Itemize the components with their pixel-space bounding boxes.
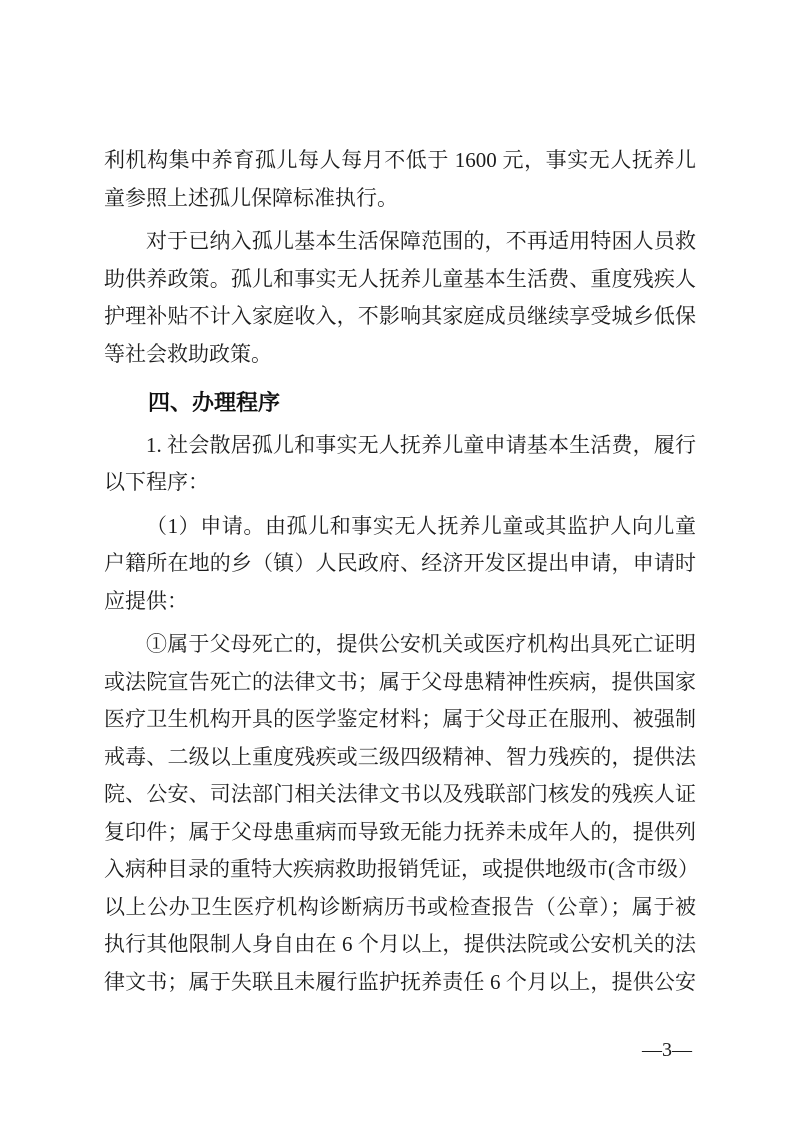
para-orphan-allowance-standard — [104, 142, 696, 217]
heading-section-4-procedures — [104, 384, 696, 422]
text-line: （1）申请。由孤儿和事实无人抚养儿童或其监护人向儿童 — [146, 513, 696, 538]
text-line: 助供养政策。孤儿和事实无人抚养儿童基本生活费、重度残疾人 — [104, 266, 696, 291]
text-line: 医疗卫生机构开具的医学鉴定材料；属于父母正在服刑、被强制 — [104, 707, 696, 731]
text-line: 执行其他限制人身自由在 6 个月以上，提供法院或公安机关的法 — [104, 932, 696, 956]
text-line: 户籍所在地的乡（镇）人民政府、经济开发区提出申请，申请时 — [104, 551, 696, 575]
text-line: 四、办理程序 — [148, 390, 281, 415]
text-line: 入病种目录的重特大疾病救助报销凭证，或提供地级市(含市级） — [104, 857, 699, 881]
para-procedure-intro — [104, 427, 696, 502]
para-required-documents — [104, 626, 699, 1001]
text-line: 律文书；属于失联且未履行监护抚养责任 6 个月以上，提供公安 — [104, 969, 696, 994]
text-line: ①属于父母死亡的，提供公安机关或医疗机构出具死亡证明 — [146, 632, 696, 656]
para-step-1-application — [104, 508, 696, 621]
page-number: —3— — [642, 1039, 692, 1061]
text-line: 戒毒、二级以上重度残疾或三级四级精神、智力残疾的，提供法 — [104, 744, 696, 769]
document-text — [104, 142, 699, 1001]
text-line: 以下程序： — [104, 470, 209, 494]
text-line: 利机构集中养育孤儿每人每月不低于 1600 元，事实无人抚养儿 — [104, 148, 696, 172]
para-no-duplicate-benefits — [104, 223, 696, 373]
text-line: 护理补贴不计入家庭收入，不影响其家庭成员继续享受城乡低保 — [104, 304, 696, 328]
text-line: 童参照上述孤儿保障标准执行。 — [104, 185, 398, 210]
text-line: 院、公安、司法部门相关法律文书以及残联部门核发的残疾人证 — [104, 782, 696, 806]
text-line: 或法院宣告死亡的法律文书；属于父母患精神性疾病，提供国家 — [104, 669, 696, 694]
text-line: 1. 社会散居孤儿和事实无人抚养儿童申请基本生活费，履行 — [146, 432, 696, 457]
text-line: 复印件；属于父母患重病而导致无能力抚养未成年人的，提供列 — [104, 819, 696, 844]
text-line: 等社会救助政策。 — [104, 341, 272, 366]
text-line: 应提供： — [104, 588, 188, 613]
text-line: 对于已纳入孤儿基本生活保障范围的，不再适用特困人员救 — [146, 229, 696, 253]
text-line: 以上公办卫生医疗机构诊断病历书或检查报告（公章）；属于被 — [104, 894, 696, 919]
